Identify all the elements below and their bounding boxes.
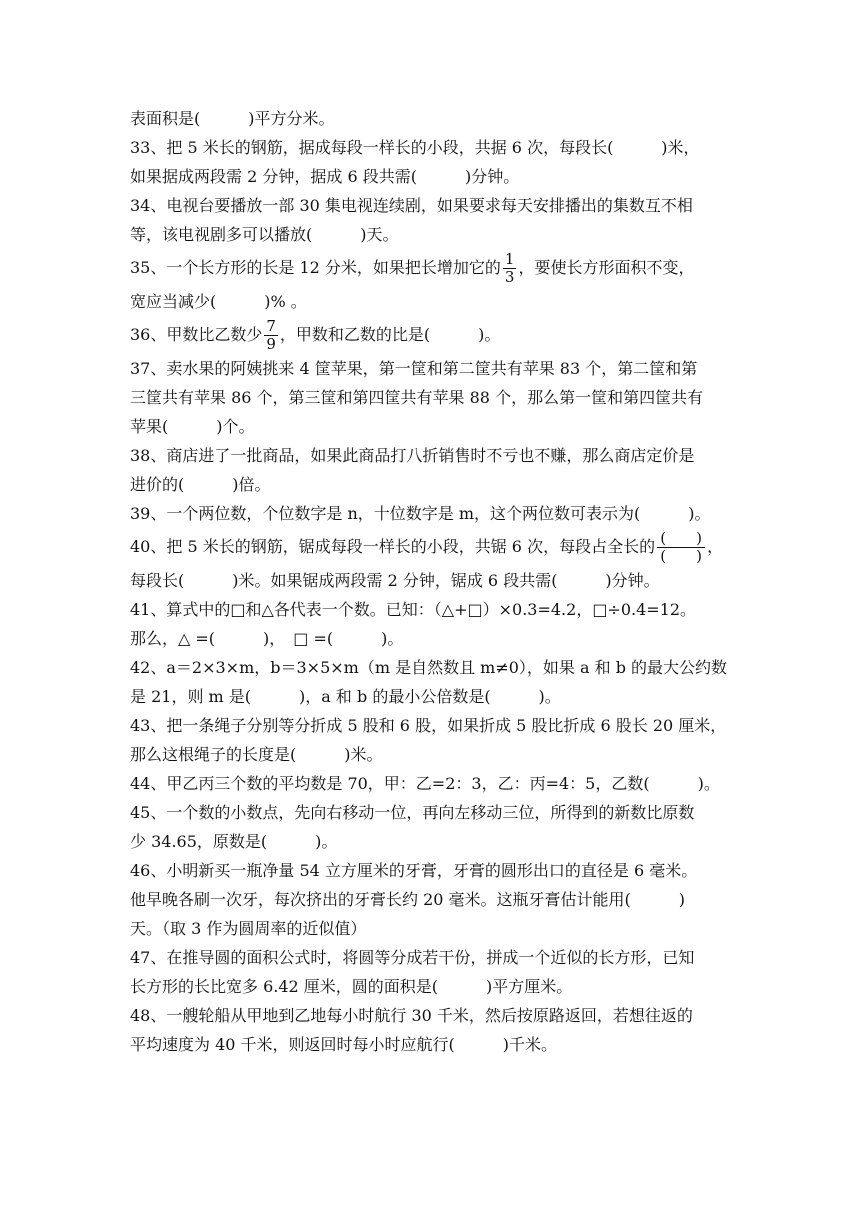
- blank-fraction: [657, 531, 705, 564]
- worksheet-page: [130, 104, 730, 1059]
- text-line: 等，该电视剧多可以播放( )天。: [130, 225, 399, 244]
- text-line: 少 34.65，原数是( )。: [130, 832, 338, 851]
- text-line: 那么，△ =( )， □ =( )。: [130, 629, 404, 648]
- text-line: [130, 316, 730, 354]
- text-line: [130, 249, 730, 287]
- fraction-denominator: 3: [504, 268, 515, 286]
- text-line: 平均速度为 40 千米，则返回时每小时应航行( )千米。: [130, 1035, 558, 1054]
- text-line: 那么这根绳子的长度是( )米。: [130, 745, 383, 764]
- text-line: 39、一个两位数，个位数字是 n，十位数字是 m，这个两位数可表示为( )。: [130, 504, 711, 523]
- text-line: 48、一艘轮船从甲地到乙地每小时航行 30 千米，然后按原路返回，若想往返的: [130, 1006, 693, 1025]
- fraction-numerator: ( ): [657, 531, 705, 548]
- text-line: 37、卖水果的阿姨挑来 4 筐苹果，第一筐和第二筐共有苹果 83 个，第二筐和第: [130, 359, 698, 378]
- fraction-denominator: ( ): [660, 547, 702, 565]
- fraction-numerator: 1: [504, 250, 515, 268]
- text-line: 是 21，则 m 是( )，a 和 b 的最小公倍数是( )。: [130, 687, 561, 706]
- text-line: 他早晚各刷一次牙，每次挤出的牙膏长约 20 毫米。这瓶牙膏估计能用( ): [130, 890, 686, 909]
- text-line: 43、把一条绳子分别等分折成 5 股和 6 股，如果折成 5 股比折成 6 股长 20 厘米，: [130, 716, 727, 735]
- line-text-after-fraction: ，: [707, 537, 724, 556]
- text-line: 天。（取 3 作为圆周率的近似值）: [130, 919, 367, 938]
- line-text-before-fraction: 40、把 5 米长的钢筋，锯成每段一样长的小段，共锯 6 次，每段占全长的: [130, 537, 656, 556]
- text-line: 42、a＝2×3×m，b＝3×5×m（m 是自然数且 m≠0），如果 a 和 b 的最大公约数: [130, 658, 728, 677]
- text-line: 34、电视台要播放一部 30 集电视连续剧，如果要求每天安排播出的集数互不相: [130, 196, 693, 215]
- text-line: 苹果( )个。: [130, 417, 255, 436]
- text-line: 如果据成两段需 2 分钟，据成 6 段共需( )分钟。: [130, 167, 520, 186]
- text-line: 每段长( )米。如果锯成两段需 2 分钟，锯成 6 段共需( )分钟。: [130, 571, 660, 590]
- text-line: [130, 528, 730, 566]
- text-line: 长方形的长比宽多 6.42 厘米，圆的面积是( )平方厘米。: [130, 977, 573, 996]
- text-line: 33、把 5 米长的钢筋，据成每段一样长的小段，共据 6 次，每段长( )米，: [130, 138, 700, 157]
- text-line: 41、算式中的□和△各代表一个数。已知：（△+□）×0.3=4.2，□÷0.4=12。: [130, 600, 697, 619]
- text-line: 47、在推导圆的面积公式时，将圆等分成若干份，拼成一个近似的长方形，已知: [130, 948, 695, 967]
- fraction: [503, 252, 517, 285]
- line-text-before-fraction: 35、一个长方形的长是 12 分米，如果把长增加它的: [130, 258, 501, 277]
- line-text-after-fraction: ，要使长方形面积不变，: [518, 258, 695, 277]
- text-line: 44、甲乙丙三个数的平均数是 70，甲：乙=2：3，乙：丙=4：5，乙数( )。: [130, 774, 720, 793]
- fraction: [264, 319, 278, 352]
- text-line: 三筐共有苹果 86 个，第三筐和第四筐共有苹果 88 个，那么第一筐和第四筐共有: [130, 388, 704, 407]
- line-text-before-fraction: 36、甲数比乙数少: [130, 325, 263, 344]
- fraction-numerator: 7: [266, 317, 276, 335]
- text-line: 宽应当减少( )% 。: [130, 292, 307, 311]
- text-line: 进价的( )倍。: [130, 475, 271, 494]
- text-line: 38、商店进了一批商品，如果此商品打八折销售时不亏也不赚，那么商店定价是: [130, 446, 695, 465]
- line-text-after-fraction: ，甲数和乙数的比是( )。: [279, 325, 501, 344]
- fraction-denominator: 9: [266, 335, 276, 353]
- text-line: 46、小明新买一瓶净量 54 立方厘米的牙膏，牙膏的圆形出口的直径是 6 毫米。: [130, 861, 698, 880]
- text-line: 45、一个数的小数点，先向右移动一位，再向左移动三位，所得到的新数比原数: [130, 803, 695, 822]
- text-line: 表面积是( )平方分米。: [130, 109, 335, 128]
